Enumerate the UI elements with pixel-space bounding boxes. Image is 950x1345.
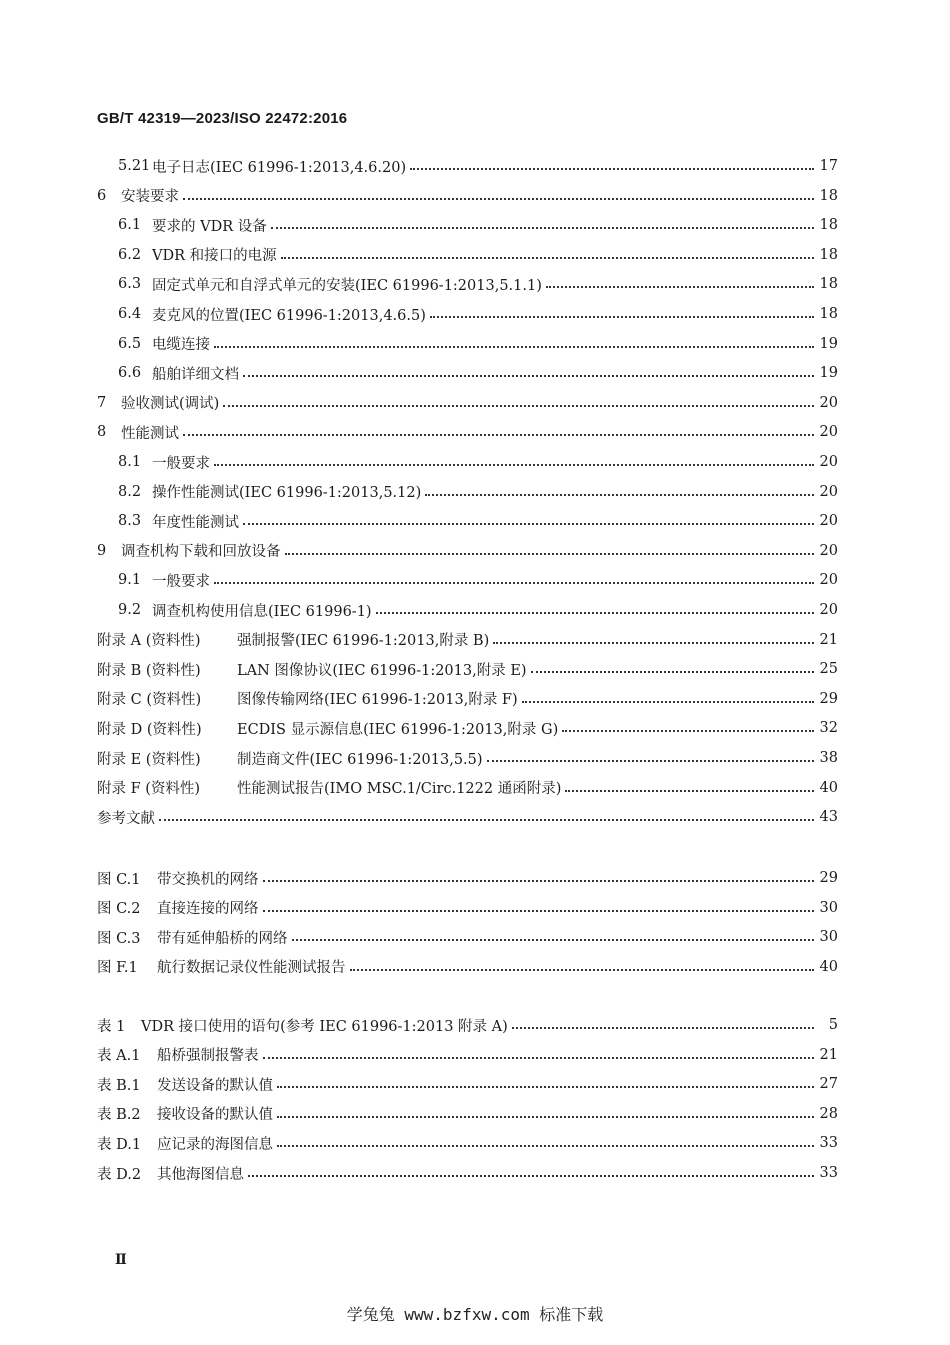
entry-page: 19 (819, 365, 838, 382)
figure-entry[interactable] (97, 895, 838, 921)
entry-page: 20 (819, 394, 838, 411)
entry-number: 6.5 (118, 335, 142, 352)
entry-number: 8 (97, 424, 107, 441)
toc-entry[interactable] (97, 479, 838, 505)
dot-leader (430, 316, 814, 318)
entry-page: 21 (819, 631, 838, 648)
entry-title: 航行数据记录仪性能测试报告 (157, 960, 346, 977)
entry-page: 20 (819, 572, 838, 589)
entry-page: 19 (819, 335, 838, 352)
dot-leader (376, 612, 814, 614)
dot-leader (277, 1116, 814, 1118)
entry-number: 6.6 (118, 365, 142, 382)
toc-entry[interactable] (97, 331, 838, 357)
toc-entry[interactable] (97, 449, 838, 475)
entry-page: 21 (819, 1046, 838, 1063)
entry-title: 调查机构下载和回放设备 (121, 544, 281, 561)
entry-title: 应记录的海图信息 (157, 1136, 273, 1153)
entry-page: 18 (819, 276, 838, 293)
dot-leader (277, 1086, 814, 1088)
entry-title: 安装要求 (121, 189, 179, 206)
entry-page: 20 (819, 424, 838, 441)
dot-leader (281, 257, 814, 259)
entry-number: 9.2 (118, 602, 142, 618)
entry-number: 8.2 (118, 483, 142, 500)
entry-page: 18 (819, 217, 838, 234)
entry-page: 17 (819, 158, 838, 174)
dot-leader (565, 790, 814, 792)
entry-title: 图像传输网络(IEC 61996-1:2013,附录 F) (237, 692, 518, 709)
entry-title: 其他海图信息 (157, 1166, 244, 1183)
entry-title: 制造商文件(IEC 61996-1:2013,5.5) (237, 751, 483, 768)
dot-leader (410, 168, 814, 170)
entry-number: 附录 A (资料性) (97, 633, 201, 650)
entry-title: VDR 和接口的电源 (152, 248, 277, 265)
entry-number: 表 A.1 (97, 1048, 141, 1065)
entry-number: 表 B.2 (97, 1107, 141, 1124)
entry-number: 附录 D (资料性) (97, 721, 202, 738)
dot-leader (263, 1057, 815, 1059)
entry-number: 9.1 (118, 572, 142, 589)
dot-leader (243, 375, 814, 377)
entry-title: 一般要求 (152, 455, 210, 472)
entry-number: 附录 F (资料性) (97, 781, 201, 798)
dot-leader (214, 346, 814, 348)
entry-page: 33 (819, 1135, 838, 1152)
entry-page: 40 (819, 958, 838, 975)
entry-number: 6.1 (118, 217, 142, 234)
dot-leader (562, 730, 814, 732)
toc-entry[interactable] (97, 212, 838, 238)
dot-leader (292, 939, 815, 941)
entry-title: 强制报警(IEC 61996-1:2013,附录 B) (237, 633, 490, 650)
entry-page: 43 (819, 809, 838, 826)
entry-number: 图 F.1 (97, 960, 138, 977)
entry-title: 验收测试(调试) (121, 396, 220, 413)
toc-entry[interactable] (97, 686, 838, 712)
figure-entry[interactable] (97, 865, 838, 891)
dot-leader (159, 819, 814, 821)
dot-leader (263, 880, 815, 882)
entry-number: 附录 C (资料性) (97, 692, 202, 709)
toc-entry[interactable] (97, 242, 838, 268)
toc-entry[interactable] (97, 745, 838, 771)
entry-number: 6.4 (118, 306, 142, 322)
entry-page: 18 (819, 246, 838, 263)
entry-title: 电子日志(IEC 61996-1:2013,4.6.20) (152, 159, 407, 176)
table-entry[interactable] (97, 1160, 838, 1186)
entry-page: 40 (819, 779, 838, 796)
entry-number: 7 (97, 394, 107, 411)
dot-leader (214, 582, 814, 584)
entry-number: 6 (97, 187, 107, 204)
dot-leader (271, 227, 814, 229)
entry-title: ECDIS 显示源信息(IEC 61996-1:2013,附录 G) (237, 721, 559, 738)
entry-page: 20 (819, 602, 838, 618)
toc-entry[interactable] (97, 656, 838, 682)
entry-title: 接收设备的默认值 (157, 1107, 273, 1124)
entry-page: 20 (819, 454, 838, 470)
dot-leader (214, 464, 814, 466)
dot-leader (522, 701, 814, 703)
entry-number: 附录 B (资料性) (97, 662, 201, 679)
entry-number: 表 D.2 (97, 1166, 142, 1183)
entry-page: 20 (819, 483, 838, 500)
dot-leader (183, 434, 814, 436)
entry-number: 8.1 (118, 454, 142, 470)
figure-entry[interactable] (97, 954, 838, 980)
entry-title: 性能测试报告(IMO MSC.1/Circ.1222 通函附录) (237, 781, 562, 798)
entry-title: 麦克风的位置(IEC 61996-1:2013,4.6.5) (152, 307, 426, 324)
dot-leader (248, 1175, 814, 1177)
entry-title: LAN 图像协议(IEC 61996-1:2013,附录 E) (237, 662, 527, 679)
entry-number: 8.3 (118, 513, 142, 530)
entry-page: 29 (819, 870, 838, 886)
entry-title: 要求的 VDR 设备 (152, 218, 267, 235)
toc-entry[interactable] (97, 301, 838, 327)
entry-page: 27 (819, 1076, 838, 1093)
dot-leader (493, 642, 814, 644)
entry-title: 发送设备的默认值 (157, 1077, 273, 1094)
entry-title: 固定式单元和自浮式单元的安装(IEC 61996-1:2013,5.1.1) (152, 277, 542, 294)
dot-leader (425, 494, 814, 496)
toc-entry[interactable] (97, 390, 838, 416)
entry-page: 28 (819, 1105, 838, 1122)
entry-number: 表 B.1 (97, 1077, 141, 1094)
entry-number: 附录 E (资料性) (97, 751, 201, 768)
page-number: Ⅱ (115, 1252, 127, 1268)
toc-entry[interactable] (97, 627, 838, 653)
entry-page: 30 (819, 899, 838, 916)
entry-title: 带有延伸船桥的网络 (157, 930, 288, 947)
dot-leader (243, 523, 814, 525)
table-entry[interactable] (97, 1130, 838, 1156)
entry-number: 6.2 (118, 246, 142, 263)
toc-entry[interactable] (97, 538, 838, 564)
entry-number: 9 (97, 542, 107, 559)
dot-leader (531, 671, 814, 673)
dot-leader (285, 553, 815, 555)
entry-title: 电缆连接 (152, 337, 210, 354)
dot-leader (263, 910, 815, 912)
entry-page: 18 (819, 306, 838, 322)
dot-leader (350, 969, 815, 971)
document-header: GB/T 42319—2023/ISO 22472:2016 (97, 110, 348, 127)
toc-entry[interactable] (97, 183, 838, 209)
entry-title: 性能测试 (121, 425, 179, 442)
dot-leader (183, 198, 814, 200)
table-entry[interactable] (97, 1071, 838, 1097)
table-entry[interactable] (97, 1042, 838, 1068)
entry-page: 5 (828, 1017, 838, 1033)
entry-page: 32 (819, 720, 838, 737)
toc-entry[interactable] (97, 360, 838, 386)
entry-title: 船舶详细文档 (152, 366, 239, 383)
dot-leader (223, 405, 814, 407)
entry-page: 38 (819, 750, 838, 766)
entry-page: 30 (819, 929, 838, 946)
toc-entry[interactable] (97, 567, 838, 593)
entry-title: 带交换机的网络 (157, 871, 259, 888)
entry-page: 18 (819, 187, 838, 204)
dot-leader (487, 760, 814, 762)
entry-title: 参考文献 (97, 810, 155, 827)
toc-entry[interactable] (97, 597, 838, 623)
entry-number: 图 C.2 (97, 901, 141, 918)
table-entry[interactable] (97, 1101, 838, 1127)
dot-leader (277, 1145, 814, 1147)
toc-entry[interactable] (97, 775, 838, 801)
entry-title: 船桥强制报警表 (157, 1048, 259, 1065)
toc-entry[interactable] (97, 419, 838, 445)
entry-title: 一般要求 (152, 573, 210, 590)
site-footer: 学兔兔 www.bzfxw.com 标准下载 (346, 1305, 604, 1324)
figure-entry[interactable] (97, 924, 838, 950)
entry-title: 调查机构使用信息(IEC 61996-1) (152, 603, 372, 620)
entry-title: 操作性能测试(IEC 61996-1:2013,5.12) (152, 485, 422, 502)
toc-entry[interactable] (97, 271, 838, 297)
dot-leader (512, 1027, 814, 1029)
table-entry[interactable] (97, 1012, 838, 1038)
toc-entry[interactable] (97, 153, 838, 179)
toc-entry[interactable] (97, 715, 838, 741)
entry-title: 直接连接的网络 (157, 901, 259, 918)
dot-leader (546, 286, 814, 288)
toc-entry[interactable] (97, 804, 838, 830)
entry-number: 5.21 (118, 158, 151, 174)
entry-page: 20 (819, 513, 838, 530)
entry-number: 6.3 (118, 276, 142, 293)
entry-number: 表 D.1 (97, 1136, 142, 1153)
entry-page: 25 (819, 661, 838, 678)
entry-title: VDR 接口使用的语句(参考 IEC 61996-1:2013 附录 A) (141, 1018, 508, 1035)
toc-entry[interactable] (97, 508, 838, 534)
entry-page: 20 (819, 542, 838, 559)
entry-number: 图 C.3 (97, 930, 141, 947)
entry-number: 图 C.1 (97, 871, 141, 888)
entry-number: 表 1 (97, 1018, 126, 1035)
entry-title: 年度性能测试 (152, 514, 239, 531)
entry-page: 33 (819, 1165, 838, 1181)
entry-page: 29 (819, 690, 838, 707)
